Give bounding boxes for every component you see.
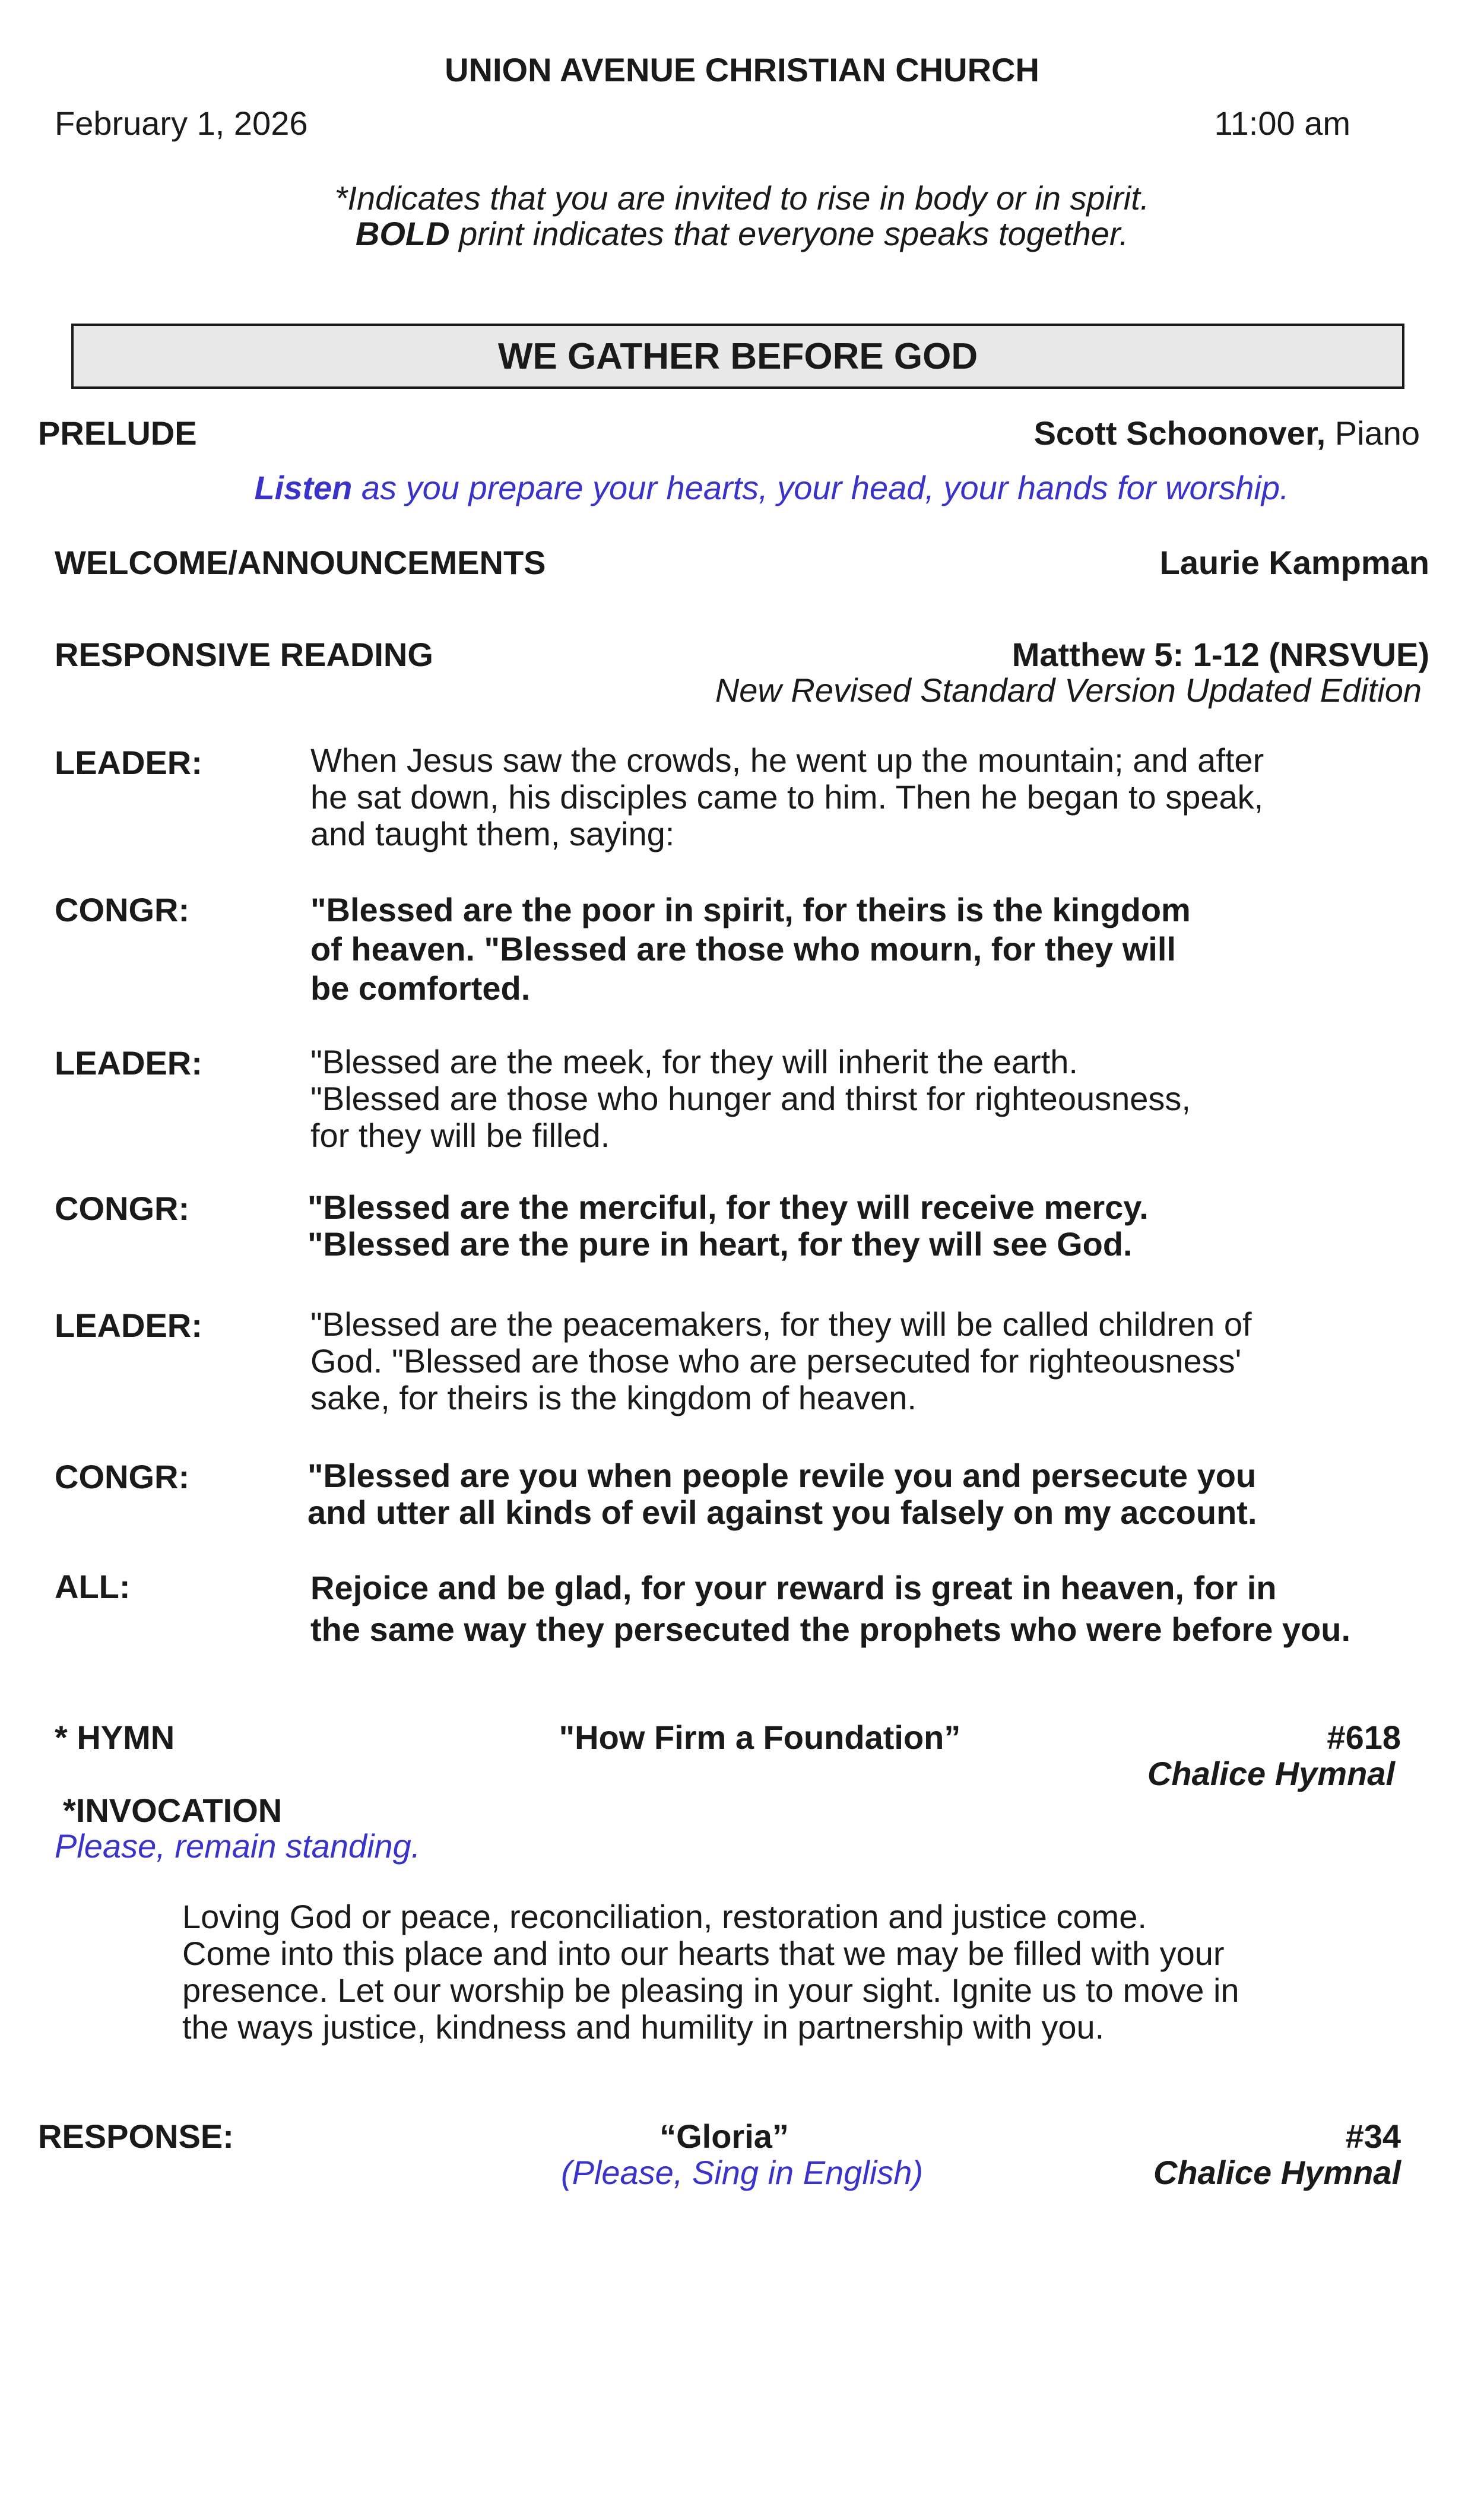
part-role: CONGR: [55,891,190,928]
prayer-line: Loving God or peace, reconciliation, restoration and justice come. [182,1898,1147,1935]
service-date: February 1, 2026 [55,104,308,142]
reading-part [307,1457,1435,1531]
reading-part [310,1306,1438,1416]
reading-line: "Blessed are you when people revile you and persecute you [307,1457,1257,1494]
invocation-instruction: Please, remain standing. [55,1827,421,1865]
church-name: UNION AVENUE CHRISTIAN CHURCH [445,51,1039,88]
response-label: RESPONSE: [38,2118,234,2155]
part-role: LEADER: [55,1044,202,1082]
section-header [71,324,1404,389]
reading-line: "Blessed are the merciful, for they will receive mercy. [307,1188,1149,1226]
reading-label: RESPONSIVE READING [55,636,433,673]
part-role: CONGR: [55,1458,190,1495]
reading-version: New Revised Standard Version Updated Edition [715,671,1422,709]
welcome-label: WELCOME/ANNOUNCEMENTS [55,544,546,581]
bold-note [0,215,1484,253]
response-title: “Gloria” [659,2118,789,2155]
reading-line: "Blessed are the meek, for they will inherit the earth. [310,1043,1078,1080]
reading-line: and utter all kinds of evil against you falsely on my account. [307,1494,1257,1531]
rise-note: *Indicates that you are invited to rise in body or in spirit. [334,179,1150,217]
hymn-number: #618 [1327,1719,1401,1756]
reading-line: "Blessed are the peacemakers, for they will be called children of [310,1305,1252,1343]
reading-line: Rejoice and be glad, for your reward is great in heaven, for in [310,1569,1277,1606]
hymn-label: * HYMN [55,1719,175,1756]
reading-line: of heaven. "Blessed are those who mourn, for they will [310,930,1176,968]
response-book: Chalice Hymnal [1153,2154,1401,2191]
reading-reference: Matthew 5: 1-12 (NRSVUE) [1011,636,1429,673]
reading-part [310,742,1438,852]
prayer-line: presence. Let our worship be pleasing in your sight. Ignite us to move in [182,1971,1239,2009]
listen-emphasis: Listen [254,469,353,506]
reading-line: When Jesus saw the crowds, he went up the mountain; and after [310,741,1264,779]
reading-line: be comforted. [310,969,531,1007]
hymn-title: "How Firm a Foundation” [559,1719,961,1756]
invocation-prayer [182,1898,1399,2046]
reading-line: "Blessed are the pure in heart, for they will see God. [307,1225,1133,1263]
performer-name: Scott Schoonover, [1033,414,1326,452]
reading-line: and taught them, saying: [310,815,675,852]
reading-line: sake, for theirs is the kingdom of heaven. [310,1379,917,1416]
prelude-performer [1034,414,1420,452]
welcome-leader: Laurie Kampman [1159,544,1429,581]
reading-line: "Blessed are the poor in spirit, for theirs is the kingdom [310,891,1191,928]
bold-note-text: print indicates that everyone speaks together. [449,215,1129,252]
prelude-instruction [0,469,1484,507]
reading-part [310,1567,1438,1650]
reading-part [310,890,1438,1008]
reading-line: "Blessed are those who hunger and thirst for righteousness, [310,1080,1191,1117]
part-role: LEADER: [55,1307,202,1344]
listen-text: as you prepare your hearts, your head, your hands for worship. [352,469,1289,506]
performer-instrument: Piano [1326,414,1420,452]
reading-line: for they will be filled. [310,1117,610,1154]
service-time: 11:00 am [1214,104,1350,142]
invocation-label: *INVOCATION [63,1792,283,1829]
hymn-book: Chalice Hymnal [1147,1755,1395,1792]
reading-part [307,1189,1435,1263]
part-role: ALL: [55,1568,131,1605]
prayer-line: the ways justice, kindness and humility in partnership with you. [182,2008,1105,2046]
bold-note-emphasis: BOLD [355,215,450,252]
part-role: LEADER: [55,744,202,781]
reading-line: God. "Blessed are those who are persecuted for righteousness' [310,1342,1242,1380]
part-role: CONGR: [55,1190,190,1227]
section-title: WE GATHER BEFORE GOD [497,335,978,377]
response-number: #34 [1345,2118,1401,2155]
reading-line: the same way they persecuted the prophets who were before you. [310,1611,1351,1648]
prayer-line: Come into this place and into our hearts that we may be filled with your [182,1935,1225,1972]
reading-part [310,1044,1438,1154]
prelude-label: PRELUDE [38,414,197,452]
reading-line: he sat down, his disciples came to him. Then he began to speak, [310,778,1264,816]
response-instruction: (Please, Sing in English) [560,2154,924,2191]
